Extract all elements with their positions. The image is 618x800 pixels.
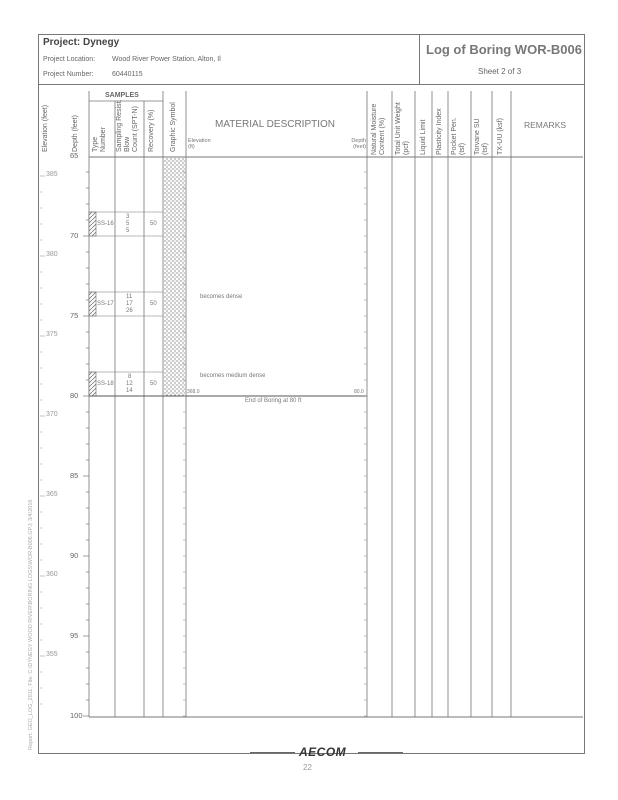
elevation-label: 385 [46,171,58,178]
aecom-logo: AECOM [299,745,347,759]
sample-blow: 26 [126,308,133,314]
col-elevation-ft: Elevation (ft) [188,138,211,150]
col-unit-weight: Total Unit Weight (pcf) [395,102,410,155]
sample-id: SS-18 [97,381,114,387]
sample-blow: 3 [126,214,130,220]
depth-label: 95 [70,631,79,640]
col-torvane: Torvane SU (tsf) [474,118,489,155]
desc-end-depth: 80.0 [354,389,364,395]
col-txuu: TX-UU (ksf) [497,118,504,155]
depth-label: 80 [70,391,79,400]
desc-dense: becomes dense [200,294,243,300]
sample-blow: 17 [126,301,133,307]
sample-blow: 12 [126,381,133,387]
sample-blow: 8 [128,374,132,380]
col-graphic: Graphic Symbol [170,102,177,152]
col-pocket-pen: Pocket Pen. (tsf) [451,117,466,155]
sample-blow: 11 [126,294,133,300]
elevation-label: 360 [46,571,58,578]
col-moisture: Natural Moisture Content (%) [371,103,386,155]
desc-end-of-boring: End of Boring at 80 ft [245,398,302,404]
col-sampling-resist: Sampling Resist. [116,99,123,152]
col-number: Number [100,127,107,152]
col-samples: SAMPLES [105,92,139,99]
sample-id: SS-16 [97,221,114,227]
elevation-label: 380 [46,251,58,258]
sheet-number: Sheet 2 of 3 [478,67,522,76]
depth-label: 65 [70,151,79,160]
col-elevation: Elevation (feet) [42,104,49,152]
depth-label: 70 [70,231,79,240]
project-number-label: Project Number: [43,71,94,78]
project-location-label: Project Location: [43,56,96,63]
elevation-label: 375 [46,331,58,338]
sample-blow: 14 [126,388,133,394]
soil-sand-graphic [164,158,185,396]
footer-line-right [358,752,403,753]
col-count: Count (SPT-N) [132,106,139,152]
col-remarks: REMARKS [524,120,567,130]
col-plasticity: Plasticity Index [436,108,443,155]
col-depth-ft: Depth (feet) [351,138,366,150]
depth-label: 75 [70,311,79,320]
elevation-label: 365 [46,491,58,498]
sample-id: SS-17 [97,301,114,307]
sample-recovery: 50 [150,301,157,307]
elevation-label: 355 [46,651,58,658]
depth-label: 85 [70,471,79,480]
col-depth: Depth (feet) [72,115,79,152]
project-number-value: 60440115 [112,71,143,78]
depth-label: 100 [70,711,83,720]
col-material: MATERIAL DESCRIPTION [215,119,336,130]
sample-recovery: 50 [150,221,157,227]
log-title: Log of Boring WOR-B006 [426,42,582,57]
desc-medium-dense: becomes medium dense [200,373,266,379]
sample-blow: 5 [126,228,130,234]
col-type: Type [92,136,99,152]
project-title: Project: Dynegy [43,37,120,48]
footer-line-left [250,752,295,753]
col-liquid-limit: Liquid Limit [420,119,427,155]
sample-blow: 5 [126,221,130,227]
depth-label: 90 [70,551,79,560]
page-number: 22 [303,763,312,772]
sample-recovery: 50 [150,381,157,387]
elevation-label: 370 [46,411,58,418]
desc-end-elev: 368.0 [187,389,200,395]
col-blow: Blow [124,136,131,152]
side-file-note: Report: GEO_LOG_2011; File: C:\DYNEGY WOOD RIVER\BORING LOGS\WOR-B006.GPJ; 3/4/2016 [28,499,34,750]
col-recovery: Recovery (%) [148,109,155,152]
project-location-value: Wood River Power Station, Alton, Il [112,56,221,63]
